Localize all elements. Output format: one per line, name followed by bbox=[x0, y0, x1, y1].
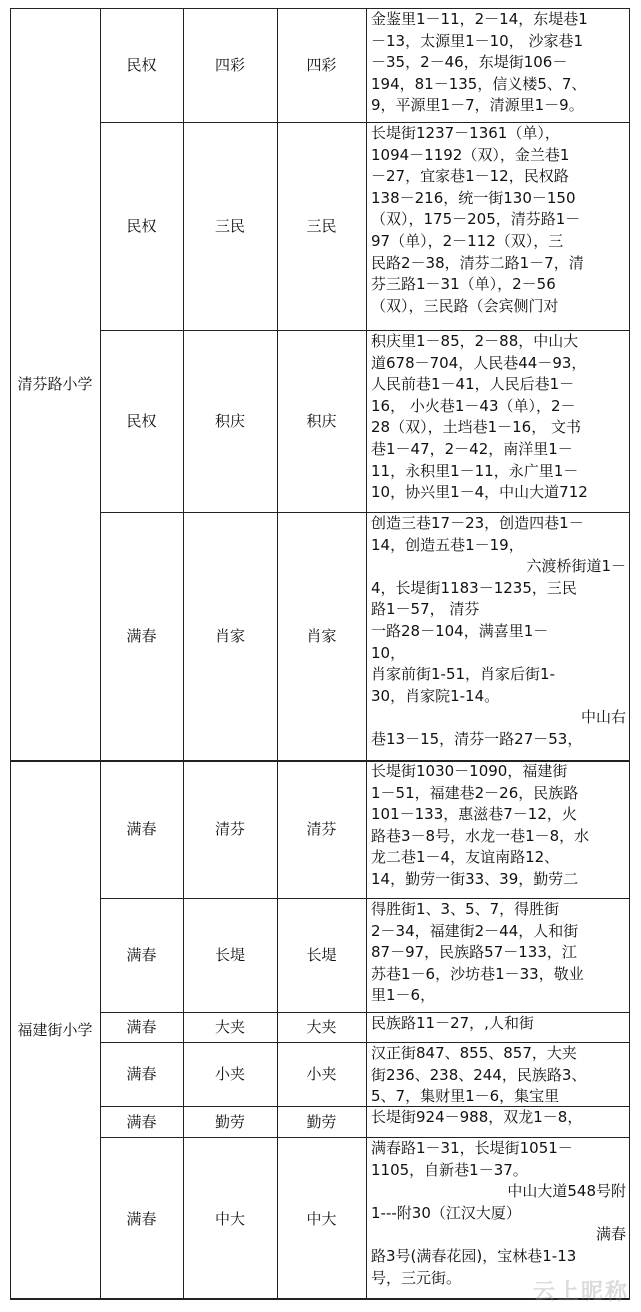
school-name-cell bbox=[10, 760, 100, 1300]
address-line: 积庆里1－85，2－88，中山大 bbox=[371, 332, 579, 350]
school-name-cell bbox=[10, 8, 100, 760]
area-cell bbox=[183, 1106, 277, 1137]
community-name: 民权 bbox=[126, 412, 157, 430]
grid-line-horizontal bbox=[100, 898, 630, 899]
address-line: 民族路11－27，,人和街 bbox=[371, 1014, 534, 1032]
address-range-cell bbox=[366, 512, 630, 760]
address-line: 30，肖家院1-14。 bbox=[371, 686, 500, 705]
address-line: 道678－704，人民巷44－93， bbox=[371, 353, 587, 372]
area-cell bbox=[183, 8, 277, 122]
area-name: 勤劳 bbox=[214, 1112, 245, 1131]
area-cell bbox=[183, 1137, 277, 1300]
address-line: 1105，自新巷1－37。 bbox=[371, 1160, 528, 1179]
address-line: 1－51，福建巷2－26，民族路 bbox=[371, 783, 579, 802]
address-line: 2－34，福建街2－44，人和街 bbox=[371, 921, 579, 940]
community-name: 满春 bbox=[126, 627, 157, 645]
address-line: 16， 小火巷1－43（单），2－ bbox=[371, 396, 576, 415]
address-line: 9，平源里1－7，清源里1－9。 bbox=[371, 96, 584, 115]
area-cell bbox=[183, 122, 277, 330]
address-line: 路3号(满春花园)，宝林巷1-13 bbox=[371, 1246, 577, 1265]
area-name: 三民 bbox=[214, 217, 245, 235]
address-line: （双），三民路（会宾侧门对 bbox=[371, 296, 559, 315]
area-name: 清芬 bbox=[214, 820, 245, 838]
address-range-cell bbox=[366, 1106, 630, 1137]
community-name: 民权 bbox=[126, 56, 157, 74]
address-line: 138－216，统一街130－150 bbox=[371, 188, 576, 207]
grid-line-horizontal bbox=[10, 8, 630, 9]
address-range-cell bbox=[366, 8, 630, 122]
neighborhood-name: 三民 bbox=[306, 217, 337, 235]
address-line: 14，勤劳一街33、39，勤劳二 bbox=[371, 869, 579, 888]
grid-line-vertical bbox=[10, 8, 11, 1300]
address-line: 路巷3－8号，水龙一巷1－8，水 bbox=[371, 826, 590, 845]
area-cell bbox=[183, 1042, 277, 1106]
area-cell bbox=[183, 1012, 277, 1042]
address-line: －35，2－46，东堤街106－ bbox=[371, 53, 568, 72]
community-cell bbox=[100, 1042, 183, 1106]
address-line: 87－97，民族路57－133，江 bbox=[371, 943, 577, 962]
community-name: 满春 bbox=[126, 1209, 157, 1228]
address-line: 号，三元街。 bbox=[371, 1268, 462, 1287]
address-line: 11，永积里1－11，永广里1－ bbox=[371, 461, 579, 480]
address-line: 28（双），土垱巷1－16， 文书 bbox=[371, 418, 581, 437]
address-line: 14，创造五巷1－19， bbox=[371, 535, 524, 554]
address-line: （双），175－205，清芬路1－ bbox=[371, 210, 581, 229]
community-name: 满春 bbox=[126, 820, 157, 838]
grid-line-vertical bbox=[629, 8, 630, 1300]
area-cell bbox=[183, 330, 277, 512]
neighborhood-name: 肖家 bbox=[306, 627, 337, 645]
grid-line-horizontal bbox=[100, 122, 630, 123]
address-line: 10， bbox=[371, 643, 406, 662]
community-cell bbox=[100, 1106, 183, 1137]
neighborhood-cell bbox=[277, 512, 366, 760]
neighborhood-name: 四彩 bbox=[306, 56, 337, 74]
address-line: 创造三巷17－23，创造四巷1－ bbox=[371, 514, 584, 532]
address-line: 中山右 bbox=[580, 708, 626, 727]
address-range-cell bbox=[366, 330, 630, 512]
school-name: 福建街小学 bbox=[17, 1021, 93, 1039]
community-cell bbox=[100, 330, 183, 512]
neighborhood-name: 大夹 bbox=[306, 1018, 337, 1036]
address-line: 巷1－47，2－42，南洋里1－ bbox=[371, 439, 573, 458]
grid-line-horizontal bbox=[10, 760, 630, 762]
community-name: 满春 bbox=[126, 1018, 157, 1036]
neighborhood-cell bbox=[277, 1106, 366, 1137]
area-name: 肖家 bbox=[214, 627, 245, 645]
community-cell bbox=[100, 122, 183, 330]
neighborhood-cell bbox=[277, 8, 366, 122]
community-cell bbox=[100, 760, 183, 898]
address-line: 苏巷1－6，沙坊巷1－33，敬业 bbox=[371, 964, 584, 983]
address-line: 里1－6， bbox=[371, 986, 436, 1005]
community-cell bbox=[100, 8, 183, 122]
school-name: 清芬路小学 bbox=[17, 375, 93, 393]
grid-line-vertical bbox=[366, 8, 367, 1300]
address-range-cell bbox=[366, 122, 630, 330]
grid-line-vertical bbox=[100, 8, 101, 1300]
address-line: 满春 bbox=[595, 1225, 626, 1244]
grid-line-horizontal bbox=[100, 1042, 630, 1043]
grid-line-horizontal bbox=[100, 330, 630, 331]
neighborhood-cell bbox=[277, 330, 366, 512]
community-name: 满春 bbox=[126, 1065, 157, 1083]
address-line: 六渡桥街道1－ bbox=[526, 557, 626, 576]
grid-line-horizontal bbox=[100, 512, 630, 513]
community-cell bbox=[100, 512, 183, 760]
address-line: 5、7，集财里1－6，集宝里 bbox=[371, 1087, 560, 1106]
neighborhood-name: 积庆 bbox=[306, 412, 337, 430]
grid-line-horizontal bbox=[100, 1106, 630, 1107]
area-cell bbox=[183, 512, 277, 760]
neighborhood-cell bbox=[277, 1012, 366, 1042]
address-line: 街236、238、244，民族路3、 bbox=[371, 1065, 587, 1084]
address-range-cell bbox=[366, 1042, 630, 1106]
area-cell bbox=[183, 760, 277, 898]
address-line: 长堤街1030－1090，福建街 bbox=[371, 762, 568, 780]
address-line: 101－133，惠滋巷7－12，火 bbox=[371, 805, 577, 824]
neighborhood-cell bbox=[277, 760, 366, 898]
address-line: 满春路1－31，长堤街1051－ bbox=[371, 1139, 573, 1157]
grid-line-horizontal bbox=[100, 1137, 630, 1138]
community-cell bbox=[100, 1012, 183, 1042]
community-name: 满春 bbox=[126, 946, 157, 964]
area-name: 小夹 bbox=[214, 1065, 245, 1083]
address-line: －27，宜家巷1－12，民权路 bbox=[371, 167, 569, 186]
neighborhood-name: 清芬 bbox=[306, 820, 337, 838]
address-line: 民路2－38，清芬二路1－7，清 bbox=[371, 253, 584, 272]
address-range-cell bbox=[366, 1012, 630, 1042]
address-line: 一路28－104，满喜里1－ bbox=[371, 621, 549, 640]
address-line: 芬三路1－31（单），2－56 bbox=[371, 275, 556, 294]
enrollment-table bbox=[10, 8, 630, 1300]
community-cell bbox=[100, 898, 183, 1012]
address-line: 194，81－135，信义楼5、7、 bbox=[371, 74, 587, 93]
address-line: 得胜街1、3、5、7，得胜街 bbox=[371, 900, 560, 918]
area-name: 长堤 bbox=[214, 946, 245, 964]
address-line: 肖家前街1-51，肖家后街1- bbox=[371, 665, 555, 684]
area-cell bbox=[183, 898, 277, 1012]
address-line: 1094－1192（双），金兰巷1 bbox=[371, 145, 570, 164]
community-name: 民权 bbox=[126, 217, 157, 235]
grid-line-vertical bbox=[183, 8, 184, 1300]
community-cell bbox=[100, 1137, 183, 1300]
watermark-text: 云上昵称 bbox=[532, 1280, 629, 1305]
neighborhood-cell bbox=[277, 1042, 366, 1106]
neighborhood-cell bbox=[277, 1137, 366, 1300]
address-line: 长堤街924－988，双龙1－8， bbox=[371, 1108, 583, 1126]
address-line: 汉正街847、855、857，大夹 bbox=[371, 1044, 577, 1062]
address-line: 路1－57， 清芬 bbox=[371, 600, 480, 619]
area-name: 积庆 bbox=[214, 412, 245, 430]
address-line: 龙二巷1－4，友谊南路12、 bbox=[371, 848, 560, 867]
address-line: 人民前巷1－41，人民后巷1－ bbox=[371, 375, 575, 394]
grid-line-horizontal bbox=[100, 1012, 630, 1013]
address-line: 97（单），2－112（双），三 bbox=[371, 231, 564, 250]
community-name: 满春 bbox=[126, 1112, 157, 1131]
address-range-cell bbox=[366, 898, 630, 1012]
address-line: 4，长堤街1183－1235，三民 bbox=[371, 578, 577, 597]
area-name: 中大 bbox=[214, 1209, 245, 1228]
neighborhood-name: 中大 bbox=[306, 1209, 337, 1228]
address-line: －13，太源里1－10， 沙家巷1 bbox=[371, 31, 584, 50]
address-line: 中山大道548号附 bbox=[507, 1182, 626, 1201]
address-line: 长堤街1237－1361（单）， bbox=[371, 124, 560, 142]
neighborhood-cell bbox=[277, 122, 366, 330]
neighborhood-name: 小夹 bbox=[306, 1065, 337, 1083]
address-line: 1---附30（江汉大厦） bbox=[371, 1203, 521, 1222]
neighborhood-cell bbox=[277, 898, 366, 1012]
address-line: 金鉴里1－11，2－14，东堤巷1 bbox=[371, 10, 588, 28]
neighborhood-name: 勤劳 bbox=[306, 1112, 337, 1131]
area-name: 大夹 bbox=[214, 1018, 245, 1036]
area-name: 四彩 bbox=[214, 56, 245, 74]
grid-line-vertical bbox=[277, 8, 278, 1300]
neighborhood-name: 长堤 bbox=[306, 946, 337, 964]
address-line: 巷13－15，清芬一路27－53， bbox=[371, 729, 583, 748]
address-range-cell bbox=[366, 760, 630, 898]
address-line: 10，协兴里1－4，中山大道712 bbox=[371, 483, 588, 502]
